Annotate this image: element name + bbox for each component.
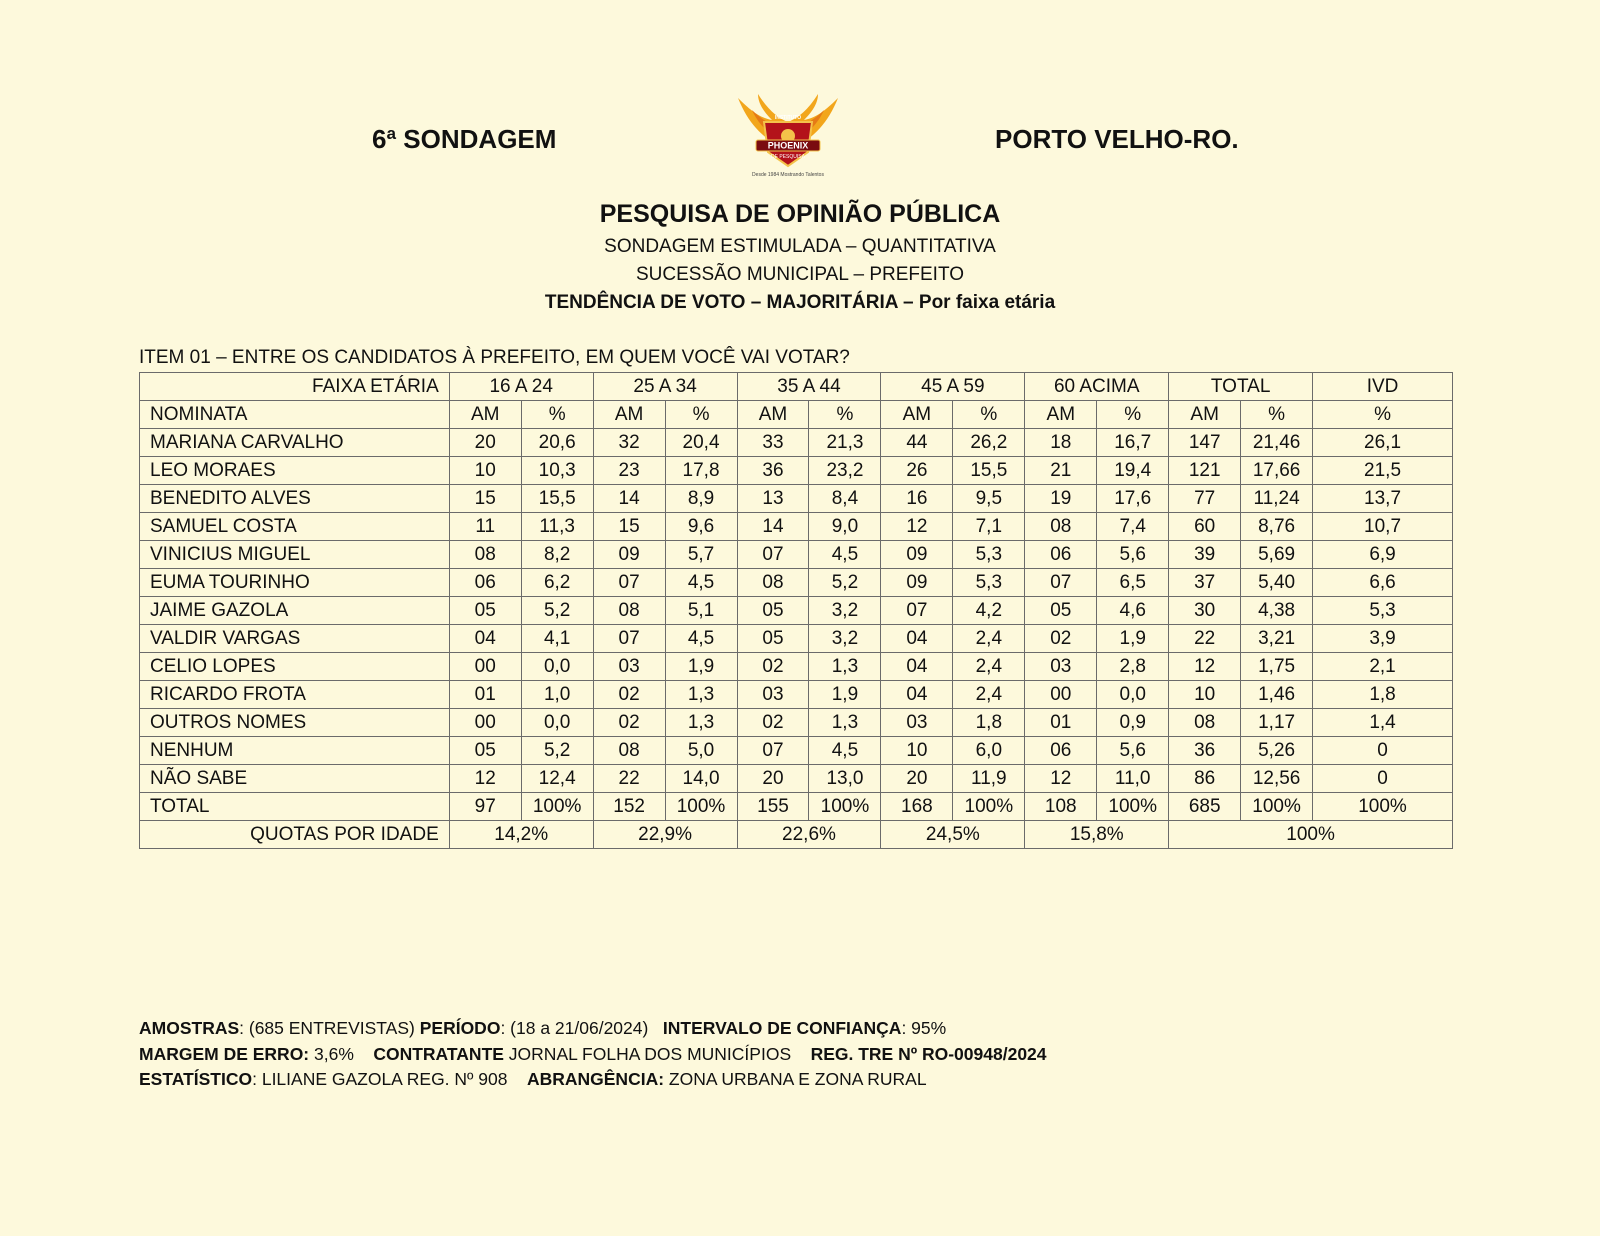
table-cell: 02 <box>593 709 665 737</box>
margem-label: MARGEM DE ERRO: <box>139 1043 310 1064</box>
table-cell: 12,56 <box>1241 765 1313 793</box>
table-cell: 06 <box>449 569 521 597</box>
table-cell: 14,0 <box>665 765 737 793</box>
subtitle-election: SUCESSÃO MUNICIPAL – PREFEITO <box>635 264 964 285</box>
subheader-cell: AM <box>449 401 521 429</box>
table-cell: 01 <box>449 681 521 709</box>
table-cell: 6,5 <box>1097 569 1169 597</box>
subheader-cell: % <box>1097 401 1169 429</box>
quotas-row <box>140 821 1453 849</box>
table-cell: 30 <box>1169 597 1241 625</box>
table-cell: 6,0 <box>953 737 1025 765</box>
reg-tre-label: REG. TRE Nº RO-00948/2024 <box>810 1043 1047 1064</box>
table-cell: 12,4 <box>521 765 593 793</box>
table-cell: 04 <box>881 653 953 681</box>
table-cell: 07 <box>881 597 953 625</box>
table-cell: 0 <box>1313 765 1453 793</box>
table-row <box>140 429 1453 457</box>
table-cell: 1,46 <box>1241 681 1313 709</box>
table-cell: 121 <box>1169 457 1241 485</box>
table-cell: 4,5 <box>665 625 737 653</box>
table-cell: 12 <box>881 513 953 541</box>
table-cell: 04 <box>881 625 953 653</box>
table-cell: 5,69 <box>1241 541 1313 569</box>
table-subheader-row <box>140 401 1453 429</box>
table-cell: 05 <box>449 737 521 765</box>
quota-cell: 15,8% <box>1025 821 1169 849</box>
survey-edition: 6ª SONDAGEM <box>372 124 557 154</box>
quota-cell: 100% <box>1169 821 1453 849</box>
table-cell: 2,4 <box>953 625 1025 653</box>
table-cell: 03 <box>593 653 665 681</box>
candidate-name: JAIME GAZOLA <box>140 597 450 625</box>
candidate-name: MARIANA CARVALHO <box>140 429 450 457</box>
table-cell: 4,1 <box>521 625 593 653</box>
table-cell: 13,7 <box>1313 485 1453 513</box>
table-cell: 100% <box>665 793 737 821</box>
table-cell: 03 <box>737 681 809 709</box>
table-cell: 08 <box>737 569 809 597</box>
table-cell: 0,0 <box>521 709 593 737</box>
city-label: PORTO VELHO-RO. <box>995 124 1239 154</box>
table-cell: 05 <box>449 597 521 625</box>
table-cell: 0 <box>1313 737 1453 765</box>
table-cell: 5,6 <box>1097 541 1169 569</box>
table-cell: 20 <box>881 765 953 793</box>
table-cell: 00 <box>449 709 521 737</box>
subheader-cell: % <box>809 401 881 429</box>
subtitle-survey-type: SONDAGEM ESTIMULADA – QUANTITATIVA <box>604 236 996 257</box>
table-cell: 86 <box>1169 765 1241 793</box>
table-cell: 06 <box>1025 541 1097 569</box>
table-cell: 23,2 <box>809 457 881 485</box>
table-cell: 19 <box>1025 485 1097 513</box>
table-cell: 3,2 <box>809 625 881 653</box>
table-row <box>140 625 1453 653</box>
table-cell: 8,2 <box>521 541 593 569</box>
table-cell: 2,1 <box>1313 653 1453 681</box>
abrangencia-label: ABRANGÊNCIA: <box>526 1069 665 1089</box>
table-cell: 15 <box>593 513 665 541</box>
table-cell: 20,6 <box>521 429 593 457</box>
intervalo-value: : 95% <box>901 1018 947 1038</box>
table-row <box>140 653 1453 681</box>
table-cell: 07 <box>737 737 809 765</box>
candidate-name: RICARDO FROTA <box>140 681 450 709</box>
candidate-name: LEO MORAES <box>140 457 450 485</box>
table-cell: 00 <box>449 653 521 681</box>
table-cell: 1,75 <box>1241 653 1313 681</box>
candidate-name: EUMA TOURINHO <box>140 569 450 597</box>
table-cell: 3,2 <box>809 597 881 625</box>
table-cell: 32 <box>593 429 665 457</box>
table-cell: 2,4 <box>953 681 1025 709</box>
subheader-cell: AM <box>737 401 809 429</box>
table-cell: 20 <box>449 429 521 457</box>
table-cell: 4,5 <box>665 569 737 597</box>
table-cell: 16,7 <box>1097 429 1169 457</box>
candidate-name: TOTAL <box>140 793 450 821</box>
table-cell: 02 <box>737 709 809 737</box>
table-cell: 1,8 <box>953 709 1025 737</box>
subheader-cell: % <box>665 401 737 429</box>
quotas-label: QUOTAS POR IDADE <box>140 821 450 849</box>
table-cell: 9,0 <box>809 513 881 541</box>
table-row <box>140 737 1453 765</box>
logo-sub: DE PESQUISA <box>771 154 805 160</box>
table-cell: 07 <box>1025 569 1097 597</box>
table-cell: 4,5 <box>809 541 881 569</box>
table-cell: 23 <box>593 457 665 485</box>
estatistico-value: : LILIANE GAZOLA REG. Nº 908 <box>252 1069 508 1089</box>
table-cell: 685 <box>1169 793 1241 821</box>
table-cell: 26 <box>881 457 953 485</box>
table-cell: 15,5 <box>953 457 1025 485</box>
table-cell: 03 <box>881 709 953 737</box>
table-cell: 16 <box>881 485 953 513</box>
table-row <box>140 709 1453 737</box>
table-cell: 02 <box>593 681 665 709</box>
table-cell: 6,2 <box>521 569 593 597</box>
table-cell: 5,3 <box>953 541 1025 569</box>
footer-line-2 <box>139 1042 1047 1068</box>
table-row <box>140 485 1453 513</box>
table-cell: 20 <box>737 765 809 793</box>
group-header-label: FAIXA ETÁRIA <box>140 373 450 401</box>
logo-tagline: Desde 1984 Mostrando Talentos <box>752 172 824 178</box>
table-cell: 1,3 <box>665 681 737 709</box>
table-cell: 77 <box>1169 485 1241 513</box>
table-cell: 5,7 <box>665 541 737 569</box>
table-cell: 10 <box>881 737 953 765</box>
subheader-cell: % <box>953 401 1025 429</box>
table-cell: 1,3 <box>809 653 881 681</box>
table-cell: 6,6 <box>1313 569 1453 597</box>
table-row <box>140 569 1453 597</box>
candidate-name: NENHUM <box>140 737 450 765</box>
margem-value: 3,6% <box>309 1043 354 1064</box>
table-cell: 00 <box>1025 681 1097 709</box>
group-header-cell: TOTAL <box>1169 373 1313 401</box>
group-header-cell: IVD <box>1313 373 1453 401</box>
candidate-name: OUTROS NOMES <box>140 709 450 737</box>
table-cell: 17,6 <box>1097 485 1169 513</box>
table-cell: 33 <box>737 429 809 457</box>
table-cell: 12 <box>1025 765 1097 793</box>
group-header-cell: 45 A 59 <box>881 373 1025 401</box>
phoenix-logo <box>728 92 848 184</box>
page-title: PESQUISA DE OPINIÃO PÚBLICA <box>599 200 1001 228</box>
table-cell: 0,9 <box>1097 709 1169 737</box>
table-cell: 11,24 <box>1241 485 1313 513</box>
table-cell: 26,2 <box>953 429 1025 457</box>
table-cell: 21 <box>1025 457 1097 485</box>
quota-cell: 22,6% <box>737 821 881 849</box>
table-cell: 21,46 <box>1241 429 1313 457</box>
table-cell: 1,4 <box>1313 709 1453 737</box>
table-cell: 07 <box>593 625 665 653</box>
table-cell: 06 <box>1025 737 1097 765</box>
table-cell: 5,26 <box>1241 737 1313 765</box>
quota-cell: 24,5% <box>881 821 1025 849</box>
group-header-cell: 60 ACIMA <box>1025 373 1169 401</box>
table-cell: 11,9 <box>953 765 1025 793</box>
table-cell: 1,9 <box>1097 625 1169 653</box>
table-cell: 60 <box>1169 513 1241 541</box>
results-table <box>139 372 1453 849</box>
table-cell: 4,6 <box>1097 597 1169 625</box>
candidate-name: BENEDITO ALVES <box>140 485 450 513</box>
table-cell: 5,3 <box>1313 597 1453 625</box>
table-cell: 100% <box>1241 793 1313 821</box>
table-row <box>140 681 1453 709</box>
contratante-label: CONTRATANTE <box>373 1043 504 1064</box>
table-cell: 05 <box>1025 597 1097 625</box>
candidate-name: NÃO SABE <box>140 765 450 793</box>
table-row <box>140 793 1453 821</box>
table-cell: 5,6 <box>1097 737 1169 765</box>
table-cell: 9,5 <box>953 485 1025 513</box>
table-row <box>140 541 1453 569</box>
table-cell: 1,9 <box>665 653 737 681</box>
table-cell: 04 <box>449 625 521 653</box>
intervalo-label: INTERVALO DE CONFIANÇA <box>662 1018 902 1038</box>
table-cell: 5,1 <box>665 597 737 625</box>
table-cell: 17,8 <box>665 457 737 485</box>
subheader-cell: AM <box>1025 401 1097 429</box>
estatistico-label: ESTATÍSTICO <box>139 1069 253 1089</box>
subheader-cell: AM <box>593 401 665 429</box>
table-cell: 36 <box>1169 737 1241 765</box>
table-cell: 5,2 <box>809 569 881 597</box>
table-cell: 39 <box>1169 541 1241 569</box>
footer-line-1 <box>139 1016 1047 1042</box>
table-cell: 03 <box>1025 653 1097 681</box>
quota-cell: 14,2% <box>449 821 593 849</box>
table-cell: 07 <box>593 569 665 597</box>
candidate-name: VALDIR VARGAS <box>140 625 450 653</box>
table-cell: 10 <box>1169 681 1241 709</box>
table-cell: 3,9 <box>1313 625 1453 653</box>
table-cell: 2,4 <box>953 653 1025 681</box>
table-cell: 02 <box>737 653 809 681</box>
table-cell: 10 <box>449 457 521 485</box>
table-cell: 1,3 <box>809 709 881 737</box>
contratante-value: JORNAL FOLHA DOS MUNICÍPIOS <box>503 1043 792 1064</box>
table-cell: 5,0 <box>665 737 737 765</box>
table-row <box>140 513 1453 541</box>
table-cell: 20,4 <box>665 429 737 457</box>
table-row <box>140 597 1453 625</box>
table-cell: 1,17 <box>1241 709 1313 737</box>
table-group-header-row <box>140 373 1453 401</box>
table-cell: 108 <box>1025 793 1097 821</box>
table-cell: 09 <box>881 569 953 597</box>
table-cell: 18 <box>1025 429 1097 457</box>
table-cell: 5,40 <box>1241 569 1313 597</box>
table-cell: 14 <box>737 513 809 541</box>
table-cell: 15 <box>449 485 521 513</box>
table-row <box>140 765 1453 793</box>
table-cell: 8,9 <box>665 485 737 513</box>
table-cell: 01 <box>1025 709 1097 737</box>
periodo-value: : (18 a 21/06/2024) <box>500 1018 649 1038</box>
table-cell: 37 <box>1169 569 1241 597</box>
table-cell: 4,5 <box>809 737 881 765</box>
table-cell: 21,3 <box>809 429 881 457</box>
table-cell: 02 <box>1025 625 1097 653</box>
table-cell: 12 <box>1169 653 1241 681</box>
table-cell: 21,5 <box>1313 457 1453 485</box>
logo-top-text: INSTITUTO <box>774 115 802 121</box>
table-cell: 08 <box>1169 709 1241 737</box>
table-cell: 08 <box>593 597 665 625</box>
footer-line-3 <box>139 1067 1047 1093</box>
table-cell: 13 <box>737 485 809 513</box>
table-cell: 13,0 <box>809 765 881 793</box>
group-header-cell: 25 A 34 <box>593 373 737 401</box>
table-cell: 07 <box>737 541 809 569</box>
candidate-name: SAMUEL COSTA <box>140 513 450 541</box>
table-cell: 155 <box>737 793 809 821</box>
table-cell: 100% <box>521 793 593 821</box>
table-cell: 8,76 <box>1241 513 1313 541</box>
table-cell: 05 <box>737 625 809 653</box>
table-cell: 147 <box>1169 429 1241 457</box>
subheader-label: NOMINATA <box>140 401 450 429</box>
candidate-name: CELIO LOPES <box>140 653 450 681</box>
table-cell: 08 <box>1025 513 1097 541</box>
table-cell: 11,0 <box>1097 765 1169 793</box>
table-cell: 5,3 <box>953 569 1025 597</box>
table-cell: 97 <box>449 793 521 821</box>
amostras-label: AMOSTRAS <box>139 1018 240 1038</box>
table-cell: 0,0 <box>1097 681 1169 709</box>
table-cell: 8,4 <box>809 485 881 513</box>
table-cell: 22 <box>1169 625 1241 653</box>
group-header-cell: 35 A 44 <box>737 373 881 401</box>
table-cell: 11 <box>449 513 521 541</box>
table-cell: 36 <box>737 457 809 485</box>
table-cell: 08 <box>449 541 521 569</box>
table-cell: 9,6 <box>665 513 737 541</box>
subheader-cell: % <box>1313 401 1453 429</box>
table-cell: 4,38 <box>1241 597 1313 625</box>
table-cell: 11,3 <box>521 513 593 541</box>
table-cell: 1,0 <box>521 681 593 709</box>
table-row <box>140 457 1453 485</box>
table-cell: 2,8 <box>1097 653 1169 681</box>
table-cell: 05 <box>737 597 809 625</box>
table-cell: 09 <box>593 541 665 569</box>
table-cell: 15,5 <box>521 485 593 513</box>
table-cell: 14 <box>593 485 665 513</box>
table-cell: 09 <box>881 541 953 569</box>
subheader-cell: AM <box>1169 401 1241 429</box>
table-cell: 04 <box>881 681 953 709</box>
table-cell: 100% <box>1313 793 1453 821</box>
table-cell: 17,66 <box>1241 457 1313 485</box>
table-cell: 0,0 <box>521 653 593 681</box>
table-cell: 5,2 <box>521 737 593 765</box>
table-cell: 168 <box>881 793 953 821</box>
subheader-cell: AM <box>881 401 953 429</box>
table-cell: 10,3 <box>521 457 593 485</box>
table-cell: 26,1 <box>1313 429 1453 457</box>
table-cell: 10,7 <box>1313 513 1453 541</box>
group-header-cell: 16 A 24 <box>449 373 593 401</box>
table-cell: 6,9 <box>1313 541 1453 569</box>
table-cell: 100% <box>953 793 1025 821</box>
logo-name: PHOENIX <box>767 140 809 151</box>
subheader-cell: % <box>521 401 593 429</box>
question-text: ITEM 01 – ENTRE OS CANDIDATOS À PREFEITO, EM QUEM VOCÊ VAI VOTAR? <box>139 347 850 368</box>
table-cell: 44 <box>881 429 953 457</box>
amostras-value: : (685 ENTREVISTAS) <box>239 1018 415 1038</box>
methodology-footer <box>139 1016 1047 1093</box>
table-cell: 100% <box>1097 793 1169 821</box>
table-cell: 5,2 <box>521 597 593 625</box>
table-cell: 19,4 <box>1097 457 1169 485</box>
candidate-name: VINICIUS MIGUEL <box>140 541 450 569</box>
table-cell: 08 <box>593 737 665 765</box>
table-cell: 7,4 <box>1097 513 1169 541</box>
table-cell: 3,21 <box>1241 625 1313 653</box>
table-cell: 152 <box>593 793 665 821</box>
table-cell: 1,8 <box>1313 681 1453 709</box>
abrangencia-value: ZONA URBANA E ZONA RURAL <box>664 1069 927 1089</box>
table-cell: 7,1 <box>953 513 1025 541</box>
periodo-label: PERÍODO <box>419 1018 501 1038</box>
subtitle-trend: TENDÊNCIA DE VOTO – MAJORITÁRIA – Por faixa etária <box>544 292 1056 313</box>
quota-cell: 22,9% <box>593 821 737 849</box>
table-cell: 12 <box>449 765 521 793</box>
table-cell: 1,9 <box>809 681 881 709</box>
table-cell: 4,2 <box>953 597 1025 625</box>
table-cell: 1,3 <box>665 709 737 737</box>
subheader-cell: % <box>1241 401 1313 429</box>
table-cell: 22 <box>593 765 665 793</box>
table-cell: 100% <box>809 793 881 821</box>
